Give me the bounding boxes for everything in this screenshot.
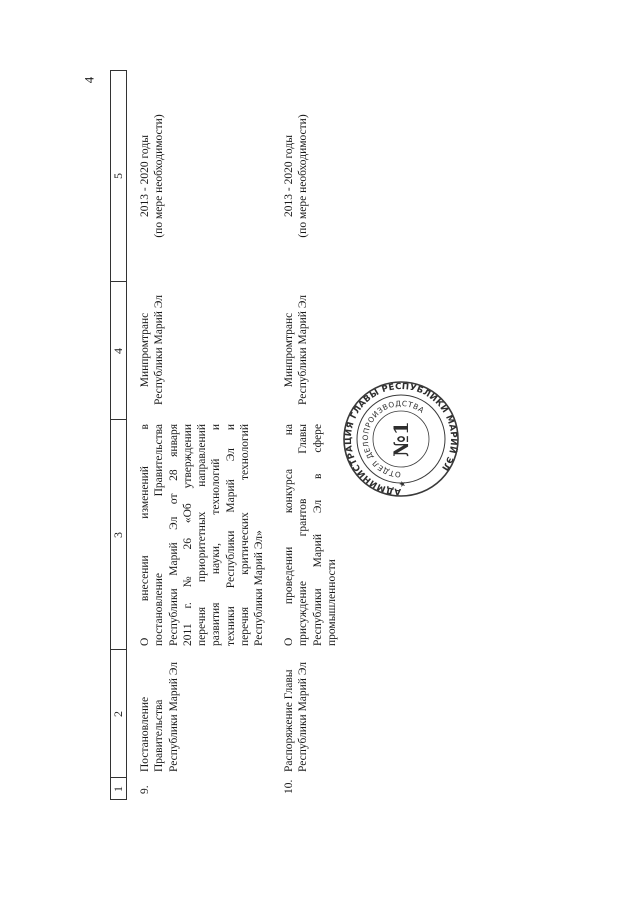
document-type <box>282 652 311 772</box>
document-type-line: Республики Марий Эл <box>297 661 310 772</box>
document-type-line: Правительства <box>153 699 166 772</box>
official-stamp-seal <box>342 380 460 498</box>
page-number: 4 <box>81 76 97 84</box>
header-col-1: 1 <box>111 786 125 792</box>
responsible-line: Минпромтранс <box>283 312 295 388</box>
period-line: 2013 - 2020 годы <box>283 135 295 217</box>
stamp-star-icon: ★ <box>398 480 407 488</box>
implementation-period <box>138 72 167 280</box>
stamp-inner-text: ОТДЕЛ ДЕЛОПРОИЗВОДСТВА <box>360 398 427 480</box>
responsible-body <box>138 284 167 416</box>
row-number: 9. <box>139 785 151 794</box>
document-title-line: 2011 г. № 26 «Об утверждении <box>181 424 194 646</box>
header-col-3: 3 <box>111 532 125 538</box>
document-title-line: Республики Марий Эл» <box>253 530 266 646</box>
document-title <box>138 424 267 646</box>
document-type-line: Распоряжение Главы <box>283 669 295 772</box>
header-col-4: 4 <box>111 348 125 354</box>
document-title-line: перечня приоритетных направлений <box>196 424 209 646</box>
stamp-number: №1 <box>389 421 413 457</box>
document-title-line: Республики Марий Эл от 28 января <box>167 424 180 646</box>
responsible-line: Минпромтранс <box>139 312 151 388</box>
header-col-5: 5 <box>111 173 125 179</box>
period-line: (по мере необходимости) <box>153 114 166 238</box>
document-title-line: промышленности <box>325 559 338 646</box>
period-line: 2013 - 2020 годы <box>139 135 151 217</box>
document-title-line: Республики Марий Эл в сфере <box>311 424 324 646</box>
responsible-line: Республики Марий Эл <box>153 295 166 406</box>
header-col-2: 2 <box>111 711 125 717</box>
document-title-line: техники Республики Марий Эл и <box>224 424 237 646</box>
responsible-body <box>282 284 311 416</box>
document-title-line: перечня критических технологий <box>239 424 252 646</box>
stamp-outer-text: АДМИНИСТРАЦИЯ ГЛАВЫ РЕСПУБЛИКИ МАРИЙ ЭЛ <box>343 381 459 497</box>
document-type-line: Постановление <box>139 696 151 772</box>
document-type <box>138 652 181 772</box>
implementation-period <box>282 72 311 280</box>
document-type-line: Республики Марий Эл <box>167 661 180 772</box>
table-header-rule <box>126 70 127 800</box>
document-title <box>282 424 339 646</box>
responsible-line: Республики Марий Эл <box>297 295 310 406</box>
period-line: (по мере необходимости) <box>297 114 310 238</box>
document-title-line: развития науки, технологий и <box>210 424 223 646</box>
document-title-line: присуждение грантов Главы <box>297 424 310 646</box>
row-number: 10. <box>283 779 295 794</box>
document-title-line: постановление Правительства <box>153 424 166 646</box>
document-title-line: О внесении изменений в <box>139 424 151 646</box>
document-title-line: О проведении конкурса на <box>283 424 295 646</box>
